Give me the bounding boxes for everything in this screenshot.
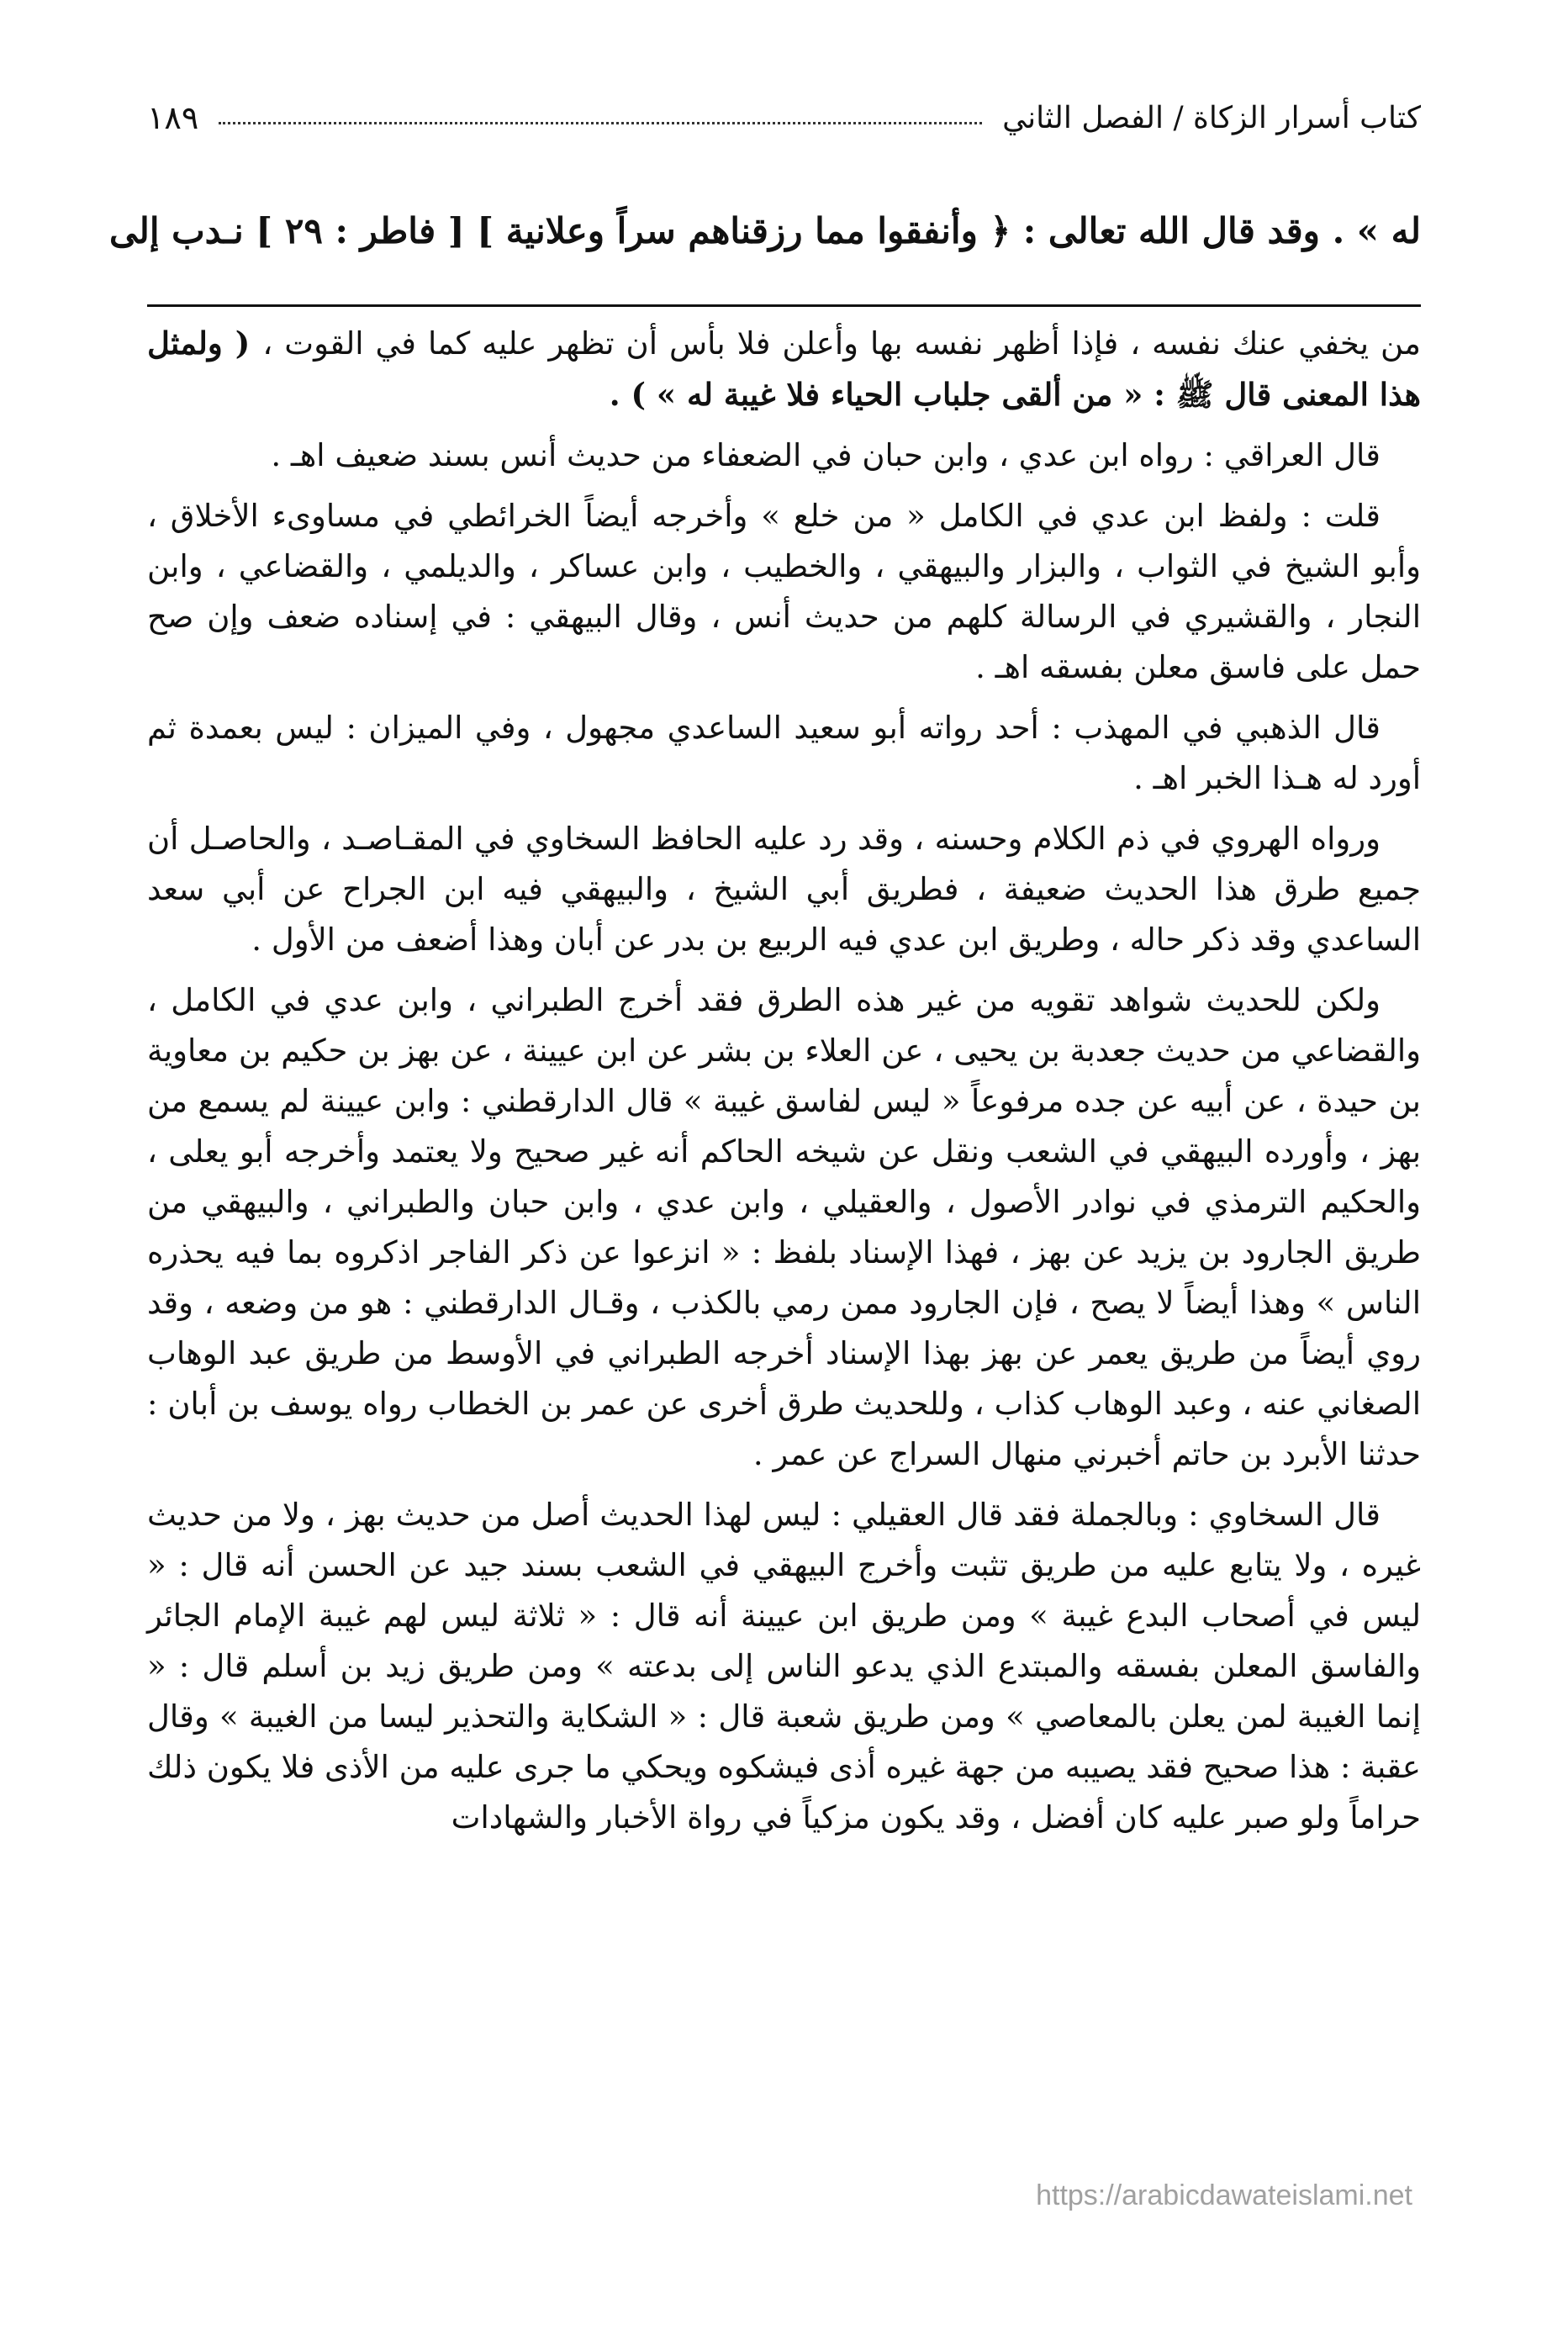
watermark-url: https://arabicdawateislami.net — [1036, 2179, 1412, 2211]
footnote-separator — [147, 304, 1421, 307]
paragraph-text: من يخفي عنك نفسه ، فإذا أظهر نفسه بها وأعلن فلا بأس أن تظهر عليه كما في القوت ، — [262, 325, 1421, 362]
commentary-body — [147, 318, 1421, 1853]
paragraph — [147, 318, 1421, 420]
paragraph: قال الذهبي في المهذب : أحد رواته أبو سعيد الساعدي مجهول ، وفي الميزان : ليس بعمدة ثم أورد له هـذا الخبر اهـ . — [147, 710, 1421, 796]
paragraph: ورواه الهروي في ذم الكلام وحسنه ، وقد رد عليه الحافظ السخاوي في المقـاصـد ، والحاصـل أن جميع طرق هذا الحديث ضعيفة ، فطريق أبي الشيخ ، والبيهقي فيه ابن الجراح عن أبي سعد الساعدي وقد ذكر حاله ، وطريق ابن عدي فيه الربيع بن بدر عن أبان وهذا أضعف من الأول . — [147, 821, 1421, 958]
main-text-line: له » . وقد قال الله تعالى : ﴿ وأنفقوا مما رزقناهم سراً وعلانية ] [ فاطر : ٢٩ ] نـدب إلى — [109, 210, 1421, 251]
paragraph: قال السخاوي : وبالجملة فقد قال العقيلي : ليس لهذا الحديث أصل من حديث بهز ، ولا من حديث غيره ، ولا يتابع عليه من طريق تثبت وأخرج البيهقي في الشعب بسند جيد عن الحسن أنه قال : « ليس في أصحاب البدع غيبة » ومن طريق ابن عيينة أنه قال : « ثلاثة ليس لهم غيبة الإمام الجائر والفاسق المعلن بفسقه والمبتدع الذي يدعو الناس إلى بدعته » ومن طريق زيد بن أسلم قال : « إنما الغيبة لمن يعلن بالمعاصي » ومن طريق شعبة قال : « الشكاية والتحذير ليسا من الغيبة » وقال عقبة : هذا صحيح فقد يصيبه من جهة غيره أذى فيشكوه ويحكي ما جرى عليه من الأذى فلا يكون ذلك حراماً ولو صبر عليه كان أفضل ، وقد يكون مزكياً في رواة الأخبار والشهادات — [147, 1497, 1421, 1836]
page-number: ١٨٩ — [147, 99, 199, 136]
paragraph: قلت : ولفظ ابن عدي في الكامل « من خلع » وأخرجه أيضاً الخرائطي في مساوىء الأخلاق ، وأبو الشيخ في الثواب ، والبزار والبيهقي ، والخطيب ، وابن عساكر ، والديلمي ، والقضاعي ، وابن النجار ، والقشيري في الرسالة كلهم من حديث أنس ، وقال البيهقي : في إسناده ضعف وإن صح حمل على فاسق معلن بفسقه اهـ . — [147, 498, 1421, 685]
running-header — [147, 92, 1421, 143]
quoted-matn: ( ولمثل هذا المعنى قال ﷺ : « من ألقى جلباب الحياء فلا غيبة له » ) . — [147, 325, 1421, 413]
paragraph: قال العراقي : رواه ابن عدي ، وابن حبان في الضعفاء من حديث أنس بسند ضعيف اهـ . — [271, 437, 1381, 473]
running-title: كتاب أسرار الزكاة / الفصل الثاني — [1002, 100, 1421, 135]
paragraph: ولكن للحديث شواهد تقويه من غير هذه الطرق فقد أخرج الطبراني ، وابن عدي في الكامل ، والقضاعي من حديث جعدبة بن يحيى ، عن العلاء بن بشر عن ابن عيينة ، عن بهز بن حكيم بن معاوية بن حيدة ، عن أبيه عن جده مرفوعاً « ليس لفاسق غيبة » قال الدارقطني : وابن عيينة لم يسمع من بهز ، وأورده البيهقي في الشعب ونقل عن شيخه الحاكم أنه غير صحيح ولا يعتمد وأخرجه أبو يعلى ، والحكيم الترمذي في نوادر الأصول ، والعقيلي ، وابن عدي ، وابن حبان والطبراني ، والبيهقي من طريق الجارود بن يزيد عن بهز ، فهذا الإسناد بلفظ : « انزعوا عن ذكر الفاجر اذكروه بما فيه يحذره الناس » وهذا أيضاً لا يصح ، فإن الجارود ممن رمي بالكذب ، وقـال الدارقطني : هو من وضعه ، وقد روي أيضاً من طريق يعمر عن بهز بهذا الإسناد أخرجه الطبراني في الأوسط من طريق عبد الوهاب الصغاني عنه ، وعبد الوهاب كذاب ، وللحديث طرق أخرى عن عمر بن الخطاب رواه يوسف بن أبان : حدثنا الأبرد بن حاتم أخبرني منهال السراج عن عمر . — [147, 982, 1421, 1472]
header-dot-leader — [219, 122, 982, 124]
